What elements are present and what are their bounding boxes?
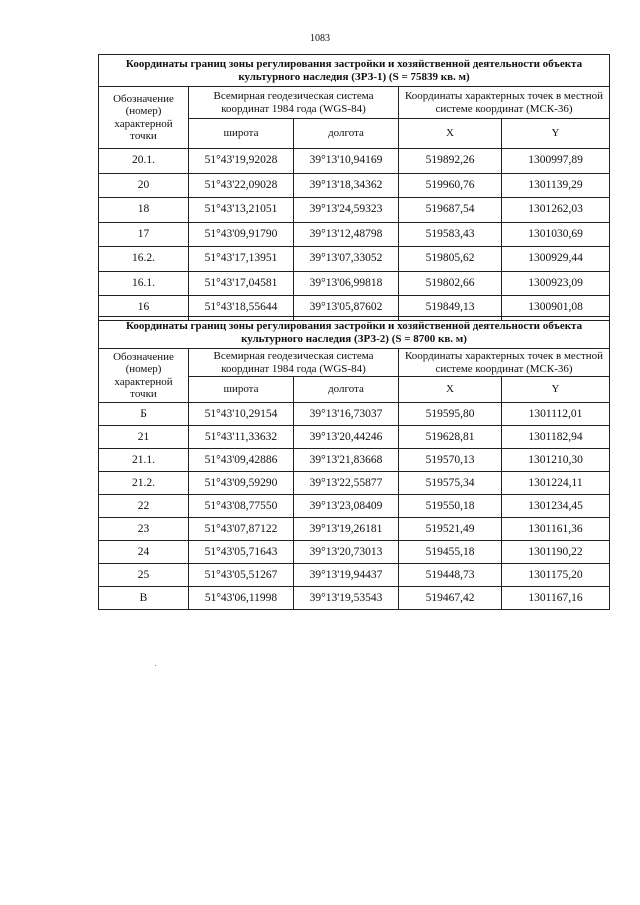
point-cell: 16 [99, 296, 189, 321]
y-cell: 1301112,01 [502, 403, 610, 426]
point-cell: 16.2. [99, 247, 189, 272]
table-row [99, 449, 610, 472]
y-cell: 1301167,16 [502, 587, 610, 610]
x-cell: 519521,49 [399, 518, 502, 541]
longitude-cell: 39°13'06,99818 [294, 271, 399, 296]
longitude-cell: 39°13'22,55877 [294, 472, 399, 495]
latitude-cell: 51°43'09,42886 [189, 449, 294, 472]
table-title: Координаты границ зоны регулирования застройки и хозяйственной деятельности объекта культурного наследия (ЗРЗ-1) (S = 75839 кв. м) [99, 55, 610, 87]
wgs-column-header: Всемирная геодезическая система координат 1984 года (WGS-84) [189, 349, 399, 377]
point-cell: 18 [99, 198, 189, 223]
x-cell: 519550,18 [399, 495, 502, 518]
y-cell: 1301139,29 [502, 173, 610, 198]
coordinates-table-zrz-1 [98, 54, 610, 321]
x-cell: 519805,62 [399, 247, 502, 272]
latitude-cell: 51°43'13,21051 [189, 198, 294, 223]
table-row [99, 518, 610, 541]
table-row [99, 564, 610, 587]
y-cell: 1301210,30 [502, 449, 610, 472]
x-column-header: X [399, 119, 502, 149]
y-cell: 1300901,08 [502, 296, 610, 321]
x-cell: 519628,81 [399, 426, 502, 449]
page-number: 1083 [310, 33, 330, 44]
y-cell: 1301234,45 [502, 495, 610, 518]
msk-column-header: Координаты характерных точек в местной системе координат (МСК-36) [399, 87, 610, 119]
point-cell: Б [99, 403, 189, 426]
x-cell: 519570,13 [399, 449, 502, 472]
longitude-cell: 39°13'24,59323 [294, 198, 399, 223]
longitude-cell: 39°13'23,08409 [294, 495, 399, 518]
y-cell: 1301030,69 [502, 222, 610, 247]
x-cell: 519960,76 [399, 173, 502, 198]
wgs-column-header: Всемирная геодезическая система координат 1984 года (WGS-84) [189, 87, 399, 119]
y-column-header: Y [502, 377, 610, 403]
y-cell: 1301182,94 [502, 426, 610, 449]
y-cell: 1301262,03 [502, 198, 610, 223]
table-row [99, 403, 610, 426]
x-cell: 519687,54 [399, 198, 502, 223]
x-cell: 519467,42 [399, 587, 502, 610]
y-cell: 1300997,89 [502, 149, 610, 174]
point-column-header: Обозначение (номер) характерной точки [99, 87, 189, 149]
table-row [99, 472, 610, 495]
longitude-cell: 39°13'19,53543 [294, 587, 399, 610]
table-row [99, 587, 610, 610]
longitude-cell: 39°13'19,94437 [294, 564, 399, 587]
table-row [99, 222, 610, 247]
x-cell: 519575,34 [399, 472, 502, 495]
point-cell: 20.1. [99, 149, 189, 174]
latitude-cell: 51°43'09,59290 [189, 472, 294, 495]
longitude-cell: 39°13'16,73037 [294, 403, 399, 426]
table-row [99, 541, 610, 564]
point-cell: 22 [99, 495, 189, 518]
latitude-cell: 51°43'05,71643 [189, 541, 294, 564]
y-column-header: Y [502, 119, 610, 149]
longitude-cell: 39°13'21,83668 [294, 449, 399, 472]
latitude-cell: 51°43'07,87122 [189, 518, 294, 541]
table-row [99, 426, 610, 449]
y-cell: 1301161,36 [502, 518, 610, 541]
x-column-header: X [399, 377, 502, 403]
longitude-cell: 39°13'20,73013 [294, 541, 399, 564]
point-cell: 17 [99, 222, 189, 247]
latitude-cell: 51°43'18,55644 [189, 296, 294, 321]
table-row [99, 247, 610, 272]
longitude-column-header: долгота [294, 119, 399, 149]
latitude-cell: 51°43'06,11998 [189, 587, 294, 610]
point-column-header: Обозначение (номер) характерной точки [99, 349, 189, 403]
table-row [99, 198, 610, 223]
longitude-cell: 39°13'19,26181 [294, 518, 399, 541]
longitude-cell: 39°13'18,34362 [294, 173, 399, 198]
latitude-cell: 51°43'08,77550 [189, 495, 294, 518]
y-cell: 1300923,09 [502, 271, 610, 296]
latitude-cell: 51°43'05,51267 [189, 564, 294, 587]
scan-speck [155, 665, 156, 666]
x-cell: 519849,13 [399, 296, 502, 321]
x-cell: 519583,43 [399, 222, 502, 247]
latitude-cell: 51°43'17,13951 [189, 247, 294, 272]
latitude-cell: 51°43'19,92028 [189, 149, 294, 174]
latitude-cell: 51°43'17,04581 [189, 271, 294, 296]
point-cell: 21.1. [99, 449, 189, 472]
latitude-cell: 51°43'11,33632 [189, 426, 294, 449]
point-cell: 21.2. [99, 472, 189, 495]
point-cell: В [99, 587, 189, 610]
point-cell: 23 [99, 518, 189, 541]
point-cell: 24 [99, 541, 189, 564]
msk-column-header: Координаты характерных точек в местной системе координат (МСК-36) [399, 349, 610, 377]
longitude-column-header: долгота [294, 377, 399, 403]
x-cell: 519455,18 [399, 541, 502, 564]
x-cell: 519802,66 [399, 271, 502, 296]
longitude-cell: 39°13'05,87602 [294, 296, 399, 321]
point-cell: 16.1. [99, 271, 189, 296]
latitude-column-header: широта [189, 119, 294, 149]
table-title: Координаты границ зоны регулирования застройки и хозяйственной деятельности объекта культурного наследия (ЗРЗ-2) (S = 8700 кв. м) [99, 317, 610, 349]
latitude-cell: 51°43'22,09028 [189, 173, 294, 198]
point-cell: 21 [99, 426, 189, 449]
longitude-cell: 39°13'12,48798 [294, 222, 399, 247]
y-cell: 1301175,20 [502, 564, 610, 587]
latitude-column-header: широта [189, 377, 294, 403]
longitude-cell: 39°13'07,33052 [294, 247, 399, 272]
y-cell: 1301190,22 [502, 541, 610, 564]
longitude-cell: 39°13'20,44246 [294, 426, 399, 449]
table-row [99, 271, 610, 296]
y-cell: 1301224,11 [502, 472, 610, 495]
point-cell: 25 [99, 564, 189, 587]
table-row [99, 173, 610, 198]
longitude-cell: 39°13'10,94169 [294, 149, 399, 174]
y-cell: 1300929,44 [502, 247, 610, 272]
x-cell: 519892,26 [399, 149, 502, 174]
latitude-cell: 51°43'09,91790 [189, 222, 294, 247]
table-row [99, 149, 610, 174]
coordinates-table-zrz-2 [98, 316, 610, 610]
point-cell: 20 [99, 173, 189, 198]
x-cell: 519595,80 [399, 403, 502, 426]
table-row [99, 495, 610, 518]
latitude-cell: 51°43'10,29154 [189, 403, 294, 426]
x-cell: 519448,73 [399, 564, 502, 587]
